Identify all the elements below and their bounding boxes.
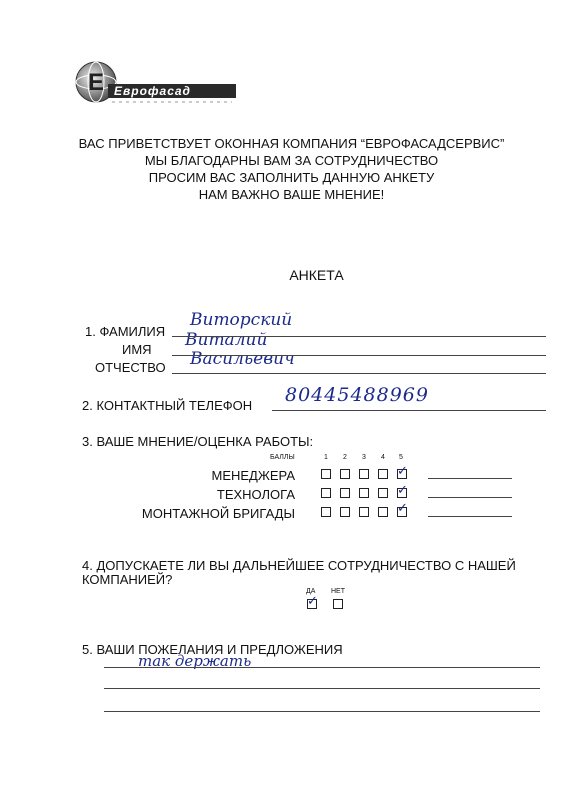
surname-line — [172, 336, 546, 337]
manager-score-2-checkbox[interactable] — [340, 469, 350, 479]
yes-check-mark-icon: ✓ — [307, 593, 318, 608]
name-label: ИМЯ — [122, 342, 152, 357]
svg-text:Е: Е — [88, 69, 105, 96]
manager-score-1-checkbox[interactable] — [321, 469, 331, 479]
manager-label: МЕНЕДЖЕРА — [211, 468, 295, 483]
cooperation-question-line-1: 4. ДОПУСКАЕТЕ ЛИ ВЫ ДАЛЬНЕЙШЕЕ СОТРУДНИЧЕСТВО С НАШЕЙ — [82, 558, 516, 573]
scale-2: 2 — [343, 454, 347, 461]
scale-3: 3 — [362, 454, 366, 461]
scale-label: БАЛЛЫ — [270, 454, 295, 461]
technologist-score-4-checkbox[interactable] — [378, 488, 388, 498]
surname-value: Виторский — [190, 310, 293, 330]
cooperation-question-line-2: КОМПАНИЕЙ? — [82, 572, 173, 587]
scale-5: 5 — [399, 454, 403, 461]
technologist-comment-line — [428, 497, 512, 498]
scale-4: 4 — [381, 454, 385, 461]
form-title: АНКЕТА — [289, 267, 344, 283]
patronymic-line — [172, 373, 546, 374]
name-line — [172, 355, 546, 356]
manager-score-4-checkbox[interactable] — [378, 469, 388, 479]
company-logo — [72, 60, 242, 108]
scale-1: 1 — [324, 454, 328, 461]
no-checkbox[interactable] — [333, 599, 343, 609]
greeting-line-2: МЫ БЛАГОДАРНЫ ВАМ ЗА СОТРУДНИЧЕСТВО — [144, 153, 439, 168]
yes-label: ДА — [306, 588, 316, 595]
technologist-check-mark-icon: ✓ — [397, 482, 408, 497]
phone-line — [272, 410, 546, 411]
installers-check-mark-icon: ✓ — [397, 500, 408, 515]
installers-score-1-checkbox[interactable] — [321, 507, 331, 517]
technologist-score-2-checkbox[interactable] — [340, 488, 350, 498]
greeting-line-1: ВАС ПРИВЕТСТВУЕТ ОКОННАЯ КОМПАНИЯ “ЕВРОФАСАДСЕРВИС” — [78, 136, 505, 151]
greeting-line-3: ПРОСИМ ВАС ЗАПОЛНИТЬ ДАННУЮ АНКЕТУ — [148, 170, 435, 185]
manager-comment-line — [428, 478, 512, 479]
phone-value: 80445488969 — [285, 384, 429, 406]
greeting-line-4: НАМ ВАЖНО ВАШЕ МНЕНИЕ! — [198, 187, 385, 202]
installers-score-4-checkbox[interactable] — [378, 507, 388, 517]
rating-label: 3. ВАШЕ МНЕНИЕ/ОЦЕНКА РАБОТЫ: — [82, 434, 314, 449]
manager-check-mark-icon: ✓ — [397, 463, 408, 478]
no-label: НЕТ — [331, 588, 345, 595]
installers-comment-line — [428, 516, 512, 517]
phone-label: 2. КОНТАКТНЫЙ ТЕЛЕФОН — [82, 398, 253, 413]
suggestions-line-1 — [104, 667, 540, 668]
manager-score-3-checkbox[interactable] — [359, 469, 369, 479]
name-value: Виталий — [185, 330, 268, 350]
patronymic-value: Васильевич — [190, 349, 295, 369]
patronymic-label: ОТЧЕСТВО — [95, 360, 166, 375]
installers-score-3-checkbox[interactable] — [359, 507, 369, 517]
suggestions-label: 5. ВАШИ ПОЖЕЛАНИЯ И ПРЕДЛОЖЕНИЯ — [82, 642, 343, 657]
technologist-score-3-checkbox[interactable] — [359, 488, 369, 498]
svg-text:Еврофасад: Еврофасад — [114, 84, 191, 98]
surname-label: 1. ФАМИЛИЯ — [85, 324, 166, 339]
suggestions-line-2 — [104, 688, 540, 689]
installers-label: МОНТАЖНОЙ БРИГАДЫ — [141, 506, 295, 521]
technologist-label: ТЕХНОЛОГА — [216, 487, 295, 502]
suggestions-line-3 — [104, 711, 540, 712]
suggestions-value: так держать — [138, 652, 252, 670]
technologist-score-1-checkbox[interactable] — [321, 488, 331, 498]
installers-score-2-checkbox[interactable] — [340, 507, 350, 517]
